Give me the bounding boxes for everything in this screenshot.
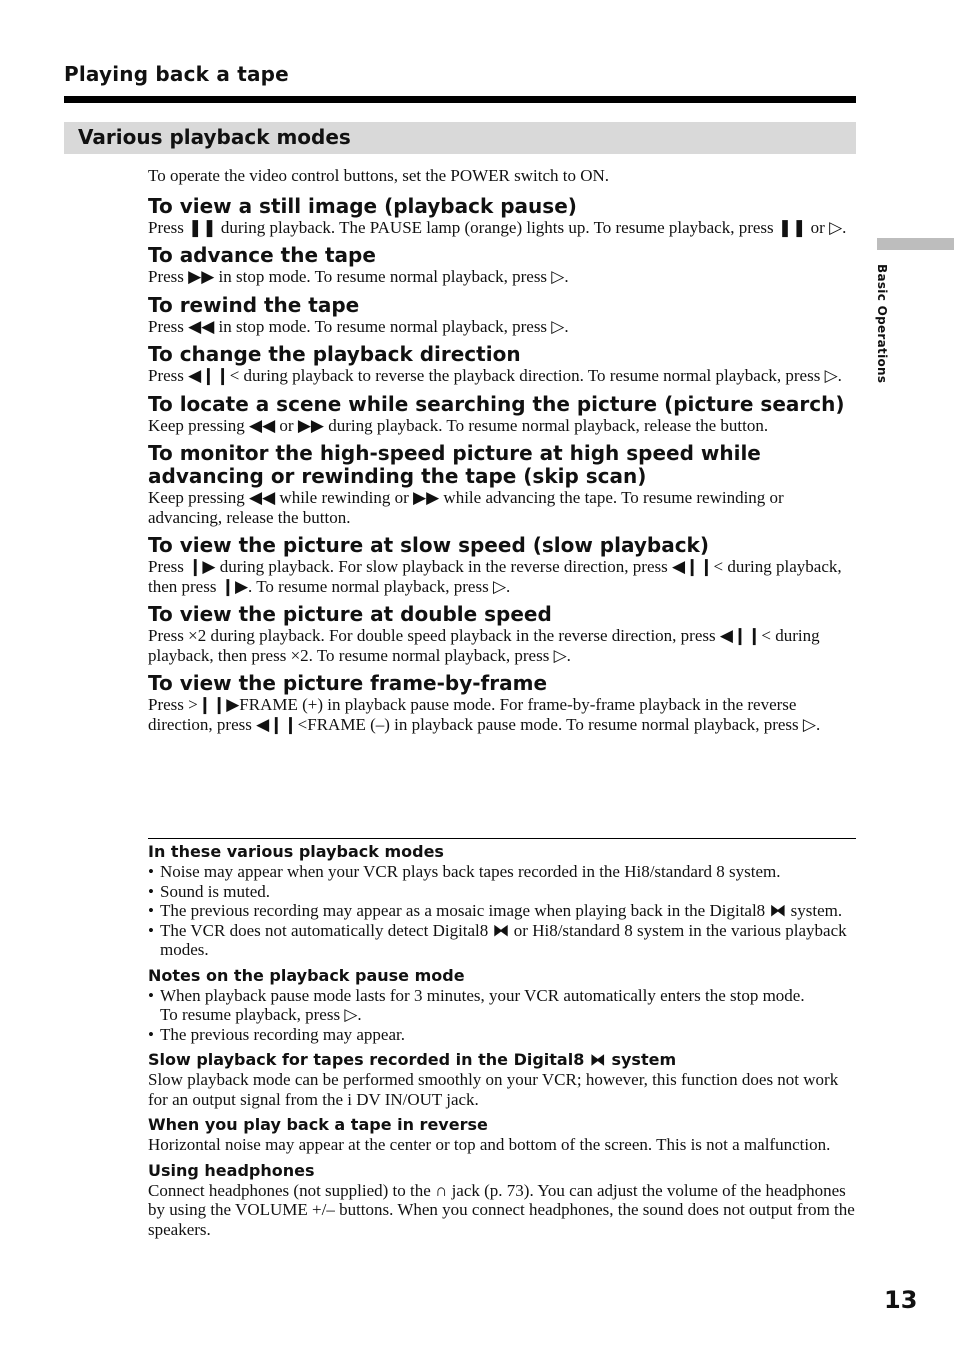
intro-text: To operate the video control buttons, set the POWER switch to ON. bbox=[148, 166, 610, 185]
header-rule bbox=[64, 96, 856, 103]
item-body: Press ◀❙❙< during playback to reverse the playback direction. To resume normal playback, press ▷. bbox=[148, 366, 842, 385]
item-body: Press ❚❚ during playback. The PAUSE lamp (orange) lights up. To resume playback, press ❚❚ or ▷. bbox=[148, 217, 847, 237]
list-item: • Sound is muted. bbox=[148, 881, 271, 901]
item-body: Keep pressing ◀◀ or ▶▶ during playback. To resume normal playback, release the button. bbox=[148, 415, 769, 435]
note-text: Connect headphones (not supplied) to the ∩ jack (p. 73). You can adjust the volume of the headphones by using the VOLUME +/– buttons. When you connect headphones, the sound does not output from the speakers. bbox=[148, 1180, 855, 1239]
item-title: To view a still image (playback pause) bbox=[148, 193, 577, 218]
playback-item bbox=[148, 244, 856, 287]
note-bullet-list bbox=[148, 986, 856, 1045]
note-text: Horizontal noise may appear at the center or top and bottom of the screen. This is not a malfunction. bbox=[148, 1135, 831, 1154]
item-body: Press ▶▶ in stop mode. To resume normal playback, press ▷. bbox=[148, 267, 569, 286]
item-title: To view the picture at slow speed (slow playback) bbox=[148, 533, 709, 557]
item-body: Keep pressing ◀◀ while rewinding or ▶▶ while advancing the tape. To resume rewinding or advancing, release the button. bbox=[148, 488, 784, 527]
note-text: Slow playback mode can be performed smoothly on your VCR; however, this function does not work for an output signal from the i DV IN/OUT jack. bbox=[148, 1070, 839, 1109]
note-bullet-list bbox=[148, 862, 856, 960]
item-title: To view the picture at double speed bbox=[148, 602, 552, 626]
item-title: To change the playback direction bbox=[148, 342, 521, 366]
item-title: To locate a scene while searching the picture (picture search) bbox=[148, 391, 845, 416]
notes-section bbox=[148, 842, 856, 1245]
main-content bbox=[148, 166, 856, 741]
list-item: • The VCR does not automatically detect Digital8 ⧓ or Hi8/standard 8 system in the various playback modes. bbox=[148, 920, 847, 959]
note-title: In these various playback modes bbox=[148, 842, 444, 861]
page-header-title: Playing back a tape bbox=[64, 62, 289, 86]
item-title: To view the picture frame-by-frame bbox=[148, 671, 548, 695]
note-title: When you play back a tape in reverse bbox=[148, 1115, 488, 1134]
note-title: Notes on the playback pause mode bbox=[148, 965, 465, 985]
item-title: To monitor the high-speed picture at high speed while advancing or rewinding the tape (skip scan) bbox=[148, 441, 761, 488]
section-title: Various playback modes bbox=[78, 125, 351, 149]
note-title: Using headphones bbox=[148, 1160, 315, 1180]
list-item: • The previous recording may appear as a mosaic image when playing back in the Digital8 ⧓ system. bbox=[148, 901, 843, 920]
playback-item bbox=[148, 442, 856, 527]
side-label: Basic Operations bbox=[875, 264, 889, 384]
list-item: • When playback pause mode lasts for 3 minutes, your VCR automatically enters the stop mode. bbox=[148, 985, 805, 1005]
note-title: Slow playback for tapes recorded in the Digital8 ⧓ system bbox=[148, 1050, 677, 1069]
section-band bbox=[64, 122, 856, 154]
list-item: • The previous recording may appear. bbox=[148, 1024, 405, 1044]
page-number: 13 bbox=[884, 1286, 918, 1314]
playback-item bbox=[148, 195, 856, 238]
playback-item bbox=[148, 534, 856, 596]
item-body: Press ❙▶ during playback. For slow playback in the reverse direction, press ◀❙❙< during playback, then press ❙▶. To resume normal playback, press ▷. bbox=[148, 557, 842, 596]
notes-divider bbox=[148, 838, 856, 839]
item-body: Press ×2 during playback. For double speed playback in the reverse direction, press ◀❙❙< during playback, then press ×2. To resume normal playback, press ▷. bbox=[148, 626, 820, 665]
side-tab-marker bbox=[877, 238, 954, 250]
item-title: To advance the tape bbox=[148, 243, 376, 267]
playback-item bbox=[148, 603, 856, 665]
item-body: Press >❙❙▶FRAME (+) in playback pause mode. For frame-by-frame playback in the reverse direction, press ◀❙❙<FRAME (–) in playback pause mode. To resume normal playback, press ▷. bbox=[148, 695, 821, 734]
list-item: • Noise may appear when your VCR plays back tapes recorded in the Hi8/standard 8 system. bbox=[148, 862, 781, 881]
playback-item bbox=[148, 672, 856, 734]
playback-item bbox=[148, 294, 856, 337]
playback-item bbox=[148, 393, 856, 436]
item-body: Press ◀◀ in stop mode. To resume normal playback, press ▷. bbox=[148, 316, 569, 336]
item-title: To rewind the tape bbox=[148, 292, 360, 317]
list-item-sub: To resume playback, press ▷. bbox=[160, 1005, 362, 1024]
playback-item bbox=[148, 343, 856, 386]
